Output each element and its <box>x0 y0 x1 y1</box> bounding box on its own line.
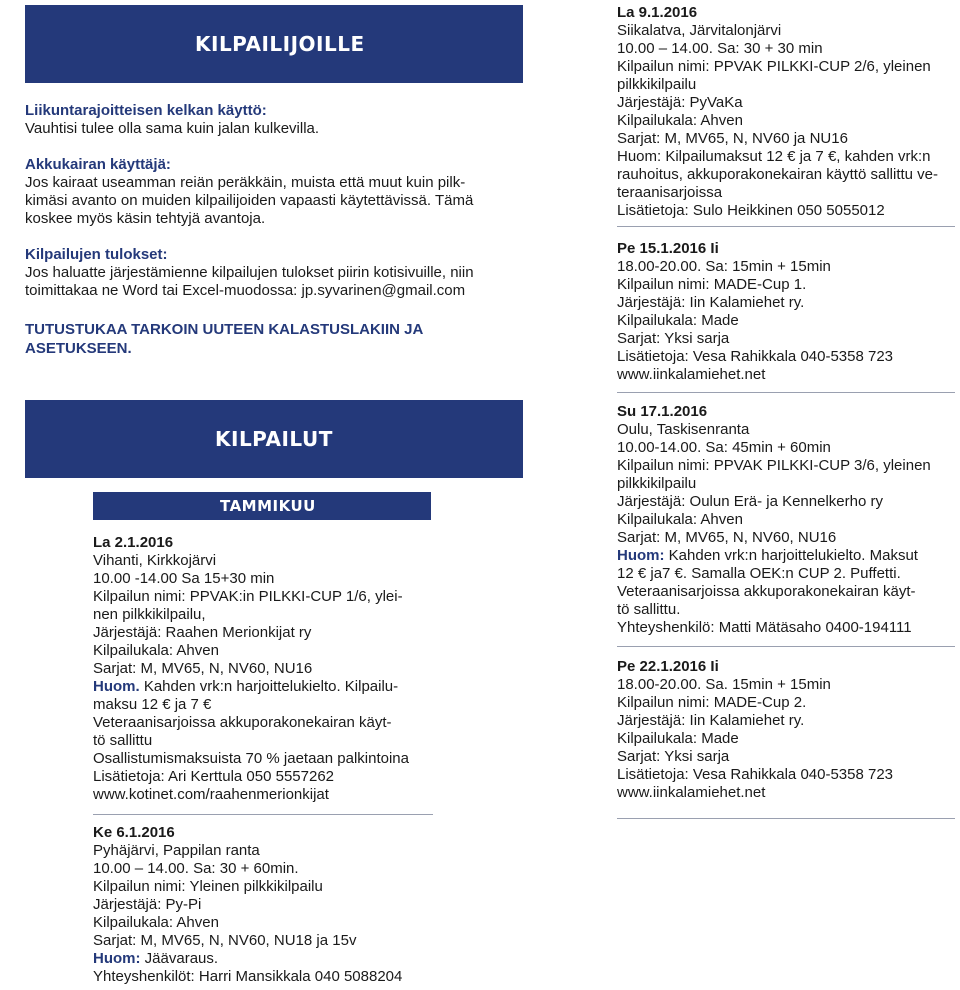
notice-line: TUTUSTUKAA TARKOIN UUTEEN KALASTUSLAKIIN JA <box>25 321 424 338</box>
notice-line: ASETUKSEEN. <box>25 340 132 357</box>
event-pe-15-1 <box>617 240 957 384</box>
info-line: kimäsi avanto on muiden kilpailijoiden vapaasti käytettävissä. Tämä <box>25 192 474 209</box>
event-line: pilkkikilpailu <box>617 475 697 492</box>
kilpailijoille-title: KILPAILIJOILLE <box>195 32 365 56</box>
month-bar <box>93 492 431 520</box>
info-line: koskee myös käsin tehtyjä avantoja. <box>25 210 266 227</box>
info-line: toimittakaa ne Word tai Excel-muodossa: jp.syvarinen@gmail.com <box>25 282 466 299</box>
event-date: Su 17.1.2016 <box>617 403 708 420</box>
event-line: Sarjat: M, MV65, N, NV60 ja NU16 <box>617 130 848 147</box>
event-line: pilkkikilpailu <box>617 76 697 93</box>
event-line: Siikalatva, Järvitalonjärvi <box>617 22 782 39</box>
info-line: Jos haluatte järjestämienne kilpailujen tulokset piirin kotisivuille, niin <box>25 264 474 281</box>
event-link[interactable]: www.iinkalamiehet.net <box>617 366 766 383</box>
event-line: Kilpailun nimi: PPVAK:in PILKKI-CUP 1/6, ylei- <box>93 588 403 605</box>
event-la-9-1 <box>617 4 957 220</box>
event-line: 10.00 -14.00 Sa 15+30 min <box>93 570 275 587</box>
huom-text: Kahden vrk:n harjoittelukielto. Kilpailu- <box>139 678 399 695</box>
event-line: Kilpailun nimi: PPVAK PILKKI-CUP 2/6, yleinen <box>617 58 931 75</box>
event-line: Sarjat: M, MV65, N, NV60, NU16 <box>93 660 313 677</box>
event-line: Lisätietoja: Vesa Rahikkala 040-5358 723 <box>617 766 894 783</box>
event-line: Oulu, Taskisenranta <box>617 421 750 438</box>
event-line: Veteraanisarjoissa akkuporakonekairan käyt- <box>617 583 916 600</box>
event-line: Sarjat: Yksi sarja <box>617 748 730 765</box>
event-huom-line <box>93 678 438 696</box>
event-ke-6-1 <box>93 824 438 986</box>
event-line: 12 € ja7 €. Samalla OEK:n CUP 2. Puffetti. <box>617 565 901 582</box>
event-line: 18.00-20.00. Sa: 15min + 15min <box>617 258 831 275</box>
event-divider <box>617 646 955 647</box>
kilpailut-banner <box>25 400 523 478</box>
event-line: 10.00 – 14.00. Sa: 30 + 30 min <box>617 40 823 57</box>
event-line: Järjestäjä: Raahen Merionkijat ry <box>93 624 312 641</box>
event-line: Järjestäjä: PyVaKa <box>617 94 743 111</box>
kilpailijoille-banner <box>25 5 523 83</box>
event-line: maksu 12 € ja 7 € <box>93 696 212 713</box>
event-divider <box>617 226 955 227</box>
huom-label: Huom. <box>93 678 140 695</box>
info-label: Liikuntarajoitteisen kelkan käyttö: <box>25 102 267 119</box>
event-line: Järjestäjä: Py-Pi <box>93 896 202 913</box>
kilpailut-title: KILPAILUT <box>215 427 333 451</box>
event-la-2-1 <box>93 534 438 804</box>
event-line: rauhoitus, akkuporakonekairan käyttö sallittu ve- <box>617 166 939 183</box>
event-link[interactable]: www.kotinet.com/raahenmerionkijat <box>93 786 329 803</box>
event-line: tö sallittu. <box>617 601 681 618</box>
info-block-tulokset <box>25 246 525 300</box>
event-date: La 9.1.2016 <box>617 4 698 21</box>
info-label: Kilpailujen tulokset: <box>25 246 168 263</box>
event-line: Järjestäjä: Iin Kalamiehet ry. <box>617 712 805 729</box>
event-line: Järjestäjä: Iin Kalamiehet ry. <box>617 294 805 311</box>
event-line: 10.00-14.00. Sa: 45min + 60min <box>617 439 831 456</box>
event-line: Kilpailukala: Ahven <box>93 914 219 931</box>
event-line: tö sallittu <box>93 732 153 749</box>
event-line: Kilpailukala: Ahven <box>93 642 219 659</box>
event-line: nen pilkkikilpailu, <box>93 606 206 623</box>
event-huom-line <box>617 547 957 565</box>
event-line: Kilpailun nimi: MADE-Cup 1. <box>617 276 807 293</box>
info-block-kelkka <box>25 102 525 138</box>
event-divider <box>93 814 433 815</box>
event-line: Kilpailukala: Made <box>617 312 739 329</box>
huom-label: Huom: <box>617 547 665 564</box>
huom-text: Jäävaraus. <box>140 950 219 967</box>
event-line: Sarjat: M, MV65, N, NV60, NU18 ja 15v <box>93 932 357 949</box>
event-line: 18.00-20.00. Sa. 15min + 15min <box>617 676 831 693</box>
event-line: Vihanti, Kirkkojärvi <box>93 552 217 569</box>
event-line: Kilpailun nimi: MADE-Cup 2. <box>617 694 807 711</box>
info-section <box>25 102 525 358</box>
info-block-akkukaira <box>25 156 525 228</box>
huom-label: Huom: <box>93 950 141 967</box>
event-su-17-1 <box>617 403 957 637</box>
event-divider <box>617 818 955 819</box>
event-line: Huom: Kilpailumaksut 12 € ja 7 €, kahden vrk:n <box>617 148 931 165</box>
event-line: Kilpailun nimi: PPVAK PILKKI-CUP 3/6, yleinen <box>617 457 931 474</box>
event-link[interactable]: www.iinkalamiehet.net <box>617 784 766 801</box>
event-line: Kilpailukala: Ahven <box>617 511 743 528</box>
event-line: Osallistumismaksuista 70 % jaetaan palkintoina <box>93 750 409 767</box>
event-line: Sarjat: Yksi sarja <box>617 330 730 347</box>
event-line: Veteraanisarjoissa akkuporakonekairan käyt- <box>93 714 392 731</box>
event-huom-line <box>93 950 438 968</box>
event-line: Kilpailun nimi: Yleinen pilkkikilpailu <box>93 878 323 895</box>
event-date: Pe 22.1.2016 Ii <box>617 658 719 675</box>
event-date: Pe 15.1.2016 Ii <box>617 240 719 257</box>
huom-text: Kahden vrk:n harjoittelukielto. Maksut <box>664 547 918 564</box>
event-line: Lisätietoja: Vesa Rahikkala 040-5358 723 <box>617 348 894 365</box>
info-line: Vauhtisi tulee olla sama kuin jalan kulkevilla. <box>25 120 320 137</box>
event-line: teraanisarjoissa <box>617 184 723 201</box>
event-line: Lisätietoja: Sulo Heikkinen 050 5055012 <box>617 202 885 219</box>
event-line: Sarjat: M, MV65, N, NV60, NU16 <box>617 529 837 546</box>
event-divider <box>617 392 955 393</box>
event-date: Ke 6.1.2016 <box>93 824 175 841</box>
event-line: 10.00 – 14.00. Sa: 30 + 60min. <box>93 860 299 877</box>
event-pe-22-1 <box>617 658 957 802</box>
info-line: Jos kairaat useamman reiän peräkkäin, muista että muut kuin pilk- <box>25 174 466 191</box>
event-line: Yhteyshenkilö: Matti Mätäsaho 0400-194111 <box>617 619 912 636</box>
event-line: Lisätietoja: Ari Kerttula 050 5557262 <box>93 768 335 785</box>
event-line: Pyhäjärvi, Pappilan ranta <box>93 842 260 859</box>
event-line: Yhteyshenkilöt: Harri Mansikkala 040 5088204 <box>93 968 403 985</box>
month-title: TAMMIKUU <box>220 497 316 515</box>
info-label: Akkukairan käyttäjä: <box>25 156 171 173</box>
event-date: La 2.1.2016 <box>93 534 174 551</box>
event-line: Kilpailukala: Made <box>617 730 739 747</box>
event-line: Järjestäjä: Oulun Erä- ja Kennelkerho ry <box>617 493 883 510</box>
event-line: Kilpailukala: Ahven <box>617 112 743 129</box>
